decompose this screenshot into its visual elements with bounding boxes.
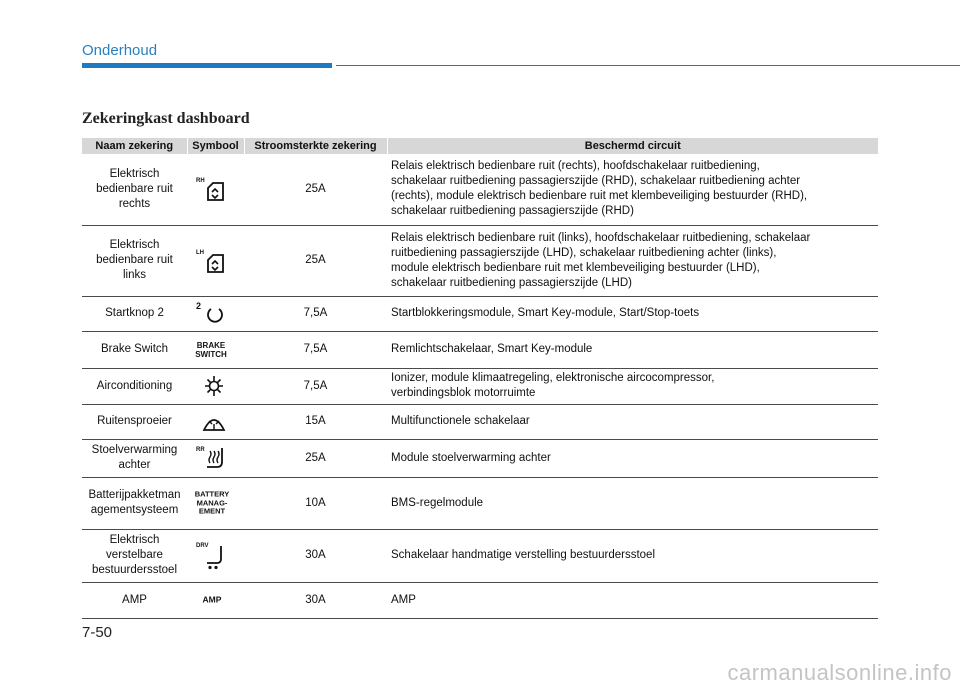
column-header-symbol: Symbool [187,138,244,154]
column-header-circuit: Beschermd circuit [387,138,878,154]
fuse-amperage: 25A [244,439,387,477]
fuse-amperage: 10A [244,477,387,529]
fuse-circuit: Startblokkeringsmodule, Smart Key-module, Start/Stop-toets [387,296,878,331]
table-row [82,529,878,582]
fuse-circuit: Multifunctionele schakelaar [387,404,878,439]
fuse-circuit: Module stoelverwarming achter [387,439,878,477]
fuse-symbol [187,368,244,404]
table-row [82,404,878,439]
fuse-name: Batterijpakketman agementsysteem [82,477,187,529]
table-row [82,582,878,618]
fuse-amperage: 25A [244,154,387,225]
fuse-name: Elektrisch bedienbare ruit links [82,225,187,296]
fuse-amperage: 7,5A [244,331,387,368]
fuse-circuit: Ionizer, module klimaatregeling, elektronische aircocompressor, verbindingsblok motorruimte [387,368,878,404]
page-number: 7-50 [82,624,113,641]
fuse-circuit: Schakelaar handmatige verstelling bestuurdersstoel [387,529,878,582]
fuse-amperage: 7,5A [244,368,387,404]
fuse-table [82,138,878,619]
section-title: Onderhoud [82,42,158,59]
fuse-symbol [187,154,244,225]
fuse-circuit: AMP [387,582,878,618]
table-row [82,154,878,225]
brake-switch-icon: BRAKE SWITCH [195,340,227,359]
start-button-icon [195,300,231,328]
fuse-symbol [187,331,244,368]
watermark: carmanualsonline.info [727,660,952,685]
fuse-circuit: Relais elektrisch bedienbare ruit (rechts), hoofdschakelaar ruitbediening, schakelaar ruitbediening passagierszijde (RHD), schakelaar ruitbediening achter (rechts), module elektrisch bedienbare ruit met klembeveiliging bestuurder (RHD), schakelaar ruitbediening passagierszijde (RHD) [387,154,878,225]
header-rule-thin [336,65,960,66]
fuse-name: Startknop 2 [82,296,187,331]
fuse-amperage: 25A [244,225,387,296]
amp-icon: AMP [202,594,222,605]
fuse-circuit: Remlichtschakelaar, Smart Key-module [387,331,878,368]
power-window-lh-icon [195,247,231,275]
fuse-name: Stoelverwarming achter [82,439,187,477]
fuse-symbol [187,529,244,582]
column-header-name: Naam zekering [82,138,187,154]
symbol-text: LH [196,249,204,256]
seat-heater-rear-icon [195,444,231,472]
table-row [82,477,878,529]
symbol-text: RH [196,178,205,185]
power-seat-driver-icon [195,540,231,572]
page-title: Zekeringkast dashboard [82,110,250,127]
symbol-text: DRV [196,542,209,549]
fuse-name: Ruitensproeier [82,404,187,439]
symbol-text: 2 [196,300,202,311]
table-row [82,439,878,477]
fuse-symbol [187,439,244,477]
column-header-amperage: Stroomsterkte zekering [244,138,387,154]
fuse-symbol [187,582,244,618]
fuse-symbol [187,404,244,439]
table-header-row [82,138,878,154]
fuse-name: Elektrisch bedienbare ruit rechts [82,154,187,225]
fuse-amperage: 7,5A [244,296,387,331]
fuse-circuit: BMS-regelmodule [387,477,878,529]
table-row [82,225,878,296]
battery-management-icon: BATTERY MANAG- EMENT [194,489,230,516]
washer-icon [195,409,231,435]
fuse-circuit: Relais elektrisch bedienbare ruit (links), hoofdschakelaar ruitbediening, schakelaar ruitbediening passagierszijde (LHD), schakelaar ruitbediening achter (links), module elektrisch bedienbare ruit met klembeveiliging bestuurder (LHD), schakelaar ruitbediening passagierszijde (LHD) [387,225,878,296]
header-rule-thick [82,63,332,68]
table-row [82,368,878,404]
fuse-amperage: 30A [244,582,387,618]
table-row [82,331,878,368]
table-row [82,296,878,331]
fuse-name: AMP [82,582,187,618]
snowflake-icon [195,373,231,399]
fuse-name: Brake Switch [82,331,187,368]
fuse-name: Elektrisch verstelbare bestuurdersstoel [82,529,187,582]
fuse-name: Airconditioning [82,368,187,404]
power-window-rh-icon [195,175,231,203]
fuse-amperage: 15A [244,404,387,439]
fuse-symbol [187,477,244,529]
fuse-amperage: 30A [244,529,387,582]
symbol-text: RR [196,447,205,453]
fuse-symbol [187,296,244,331]
fuse-symbol [187,225,244,296]
